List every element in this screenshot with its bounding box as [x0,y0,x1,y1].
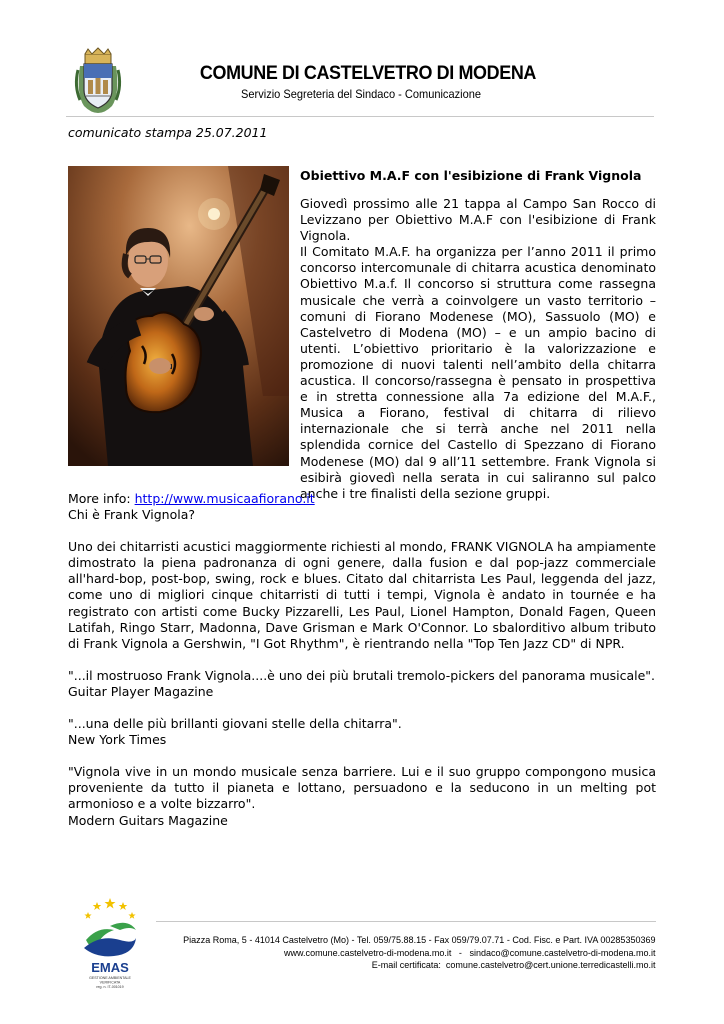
more-info-line [68,491,656,507]
more-info-link[interactable]: http://www.musicaafiorano.it [134,491,315,506]
article-paragraph-contest: Il Comitato M.A.F. ha organizza per l’anno 2011 il primo concorso intercomunale di chitarra acustica denominato Obiettivo M.a.f. Il concorso si struttura come rassegna musicale che verrà a coinvolgere un vasto territorio – comuni di Fiorano Modenese (MO), Sassuolo (MO) e Castelvetro di Modena (MO) – e un ampio bacino di utenti. L’obiettivo prioritario è la valorizzazione e promozione di nuovi talenti nell’ambito della chitarra acustica. Il concorso/rassegna è pensato in prospettiva e in stretta connessione alla 7a edizione del M.A.F., Musica a Fiorano, festival di chitarra di rilievo internazionale che si terrà anche nel 2011 nella splendida cornice del Castello di Spezzano di Fiorano Modenese (MO) dal 9 all’11 settembre. Frank Vignola si esibirà giovedì nella serata in cui saliranno sul palco anche i tre finalisti della sezione gruppi. [300,244,656,501]
quote-text: "...il mostruoso Frank Vignola....è uno dei più brutali tremolo-pickers del panorama musicale". [68,667,656,683]
article-body [300,196,656,502]
bio-heading: Chi è Frank Vignola? [68,507,195,523]
emas-sub1: GESTIONE AMBIENTALE [89,976,131,980]
footer-web-email: www.comune.castelvetro-di-modena.mo.it - sindaco@comune.castelvetro-di-modena.mo.it [284,947,656,959]
press-release-date: comunicato stampa 25.07.2011 [68,125,268,140]
quote-source: Modern Guitars Magazine [68,812,228,828]
emas-reg: reg. n. IT-001019 [96,985,124,989]
footer-divider [156,921,656,922]
footer-contact [184,935,656,973]
municipal-crest-icon [70,46,126,120]
emas-logo-icon [80,896,140,992]
footer-certified-email: E-mail certificata: comune.castelvetro@cert.unione.terredicastelli.mo.it [372,960,656,972]
guitarist-photo [68,166,289,466]
quote-text: "Vignola vive in un mondo musicale senza barriere. Lui e il suo gruppo compongono musica proveniente da tutto il pianeta e lottano, persuadono e la seducono in un melting pot armonioso e a volte bizzarro". [68,764,656,812]
bio-paragraph: Uno dei chitarristi acustici maggiormente richiesti al mondo, FRANK VIGNOLA ha ampiamente dimostrato la piena padronanza di ogni genere, dalla fusion e dal pop-jazz commerciale all'hard-bop, post-bop, swing, rock e blues. Citato dal chitarrista Les Paul, leggenda del jazz, come uno di migliori cinque chitarristi di tutti i tempi, Vignola è andato in tournée e ha registrato con artisti come Bucky Pizzarelli, Les Paul, Lionel Hampton, Donald Fagen, Queen Latifah, Ringo Starr, Madonna, Dave Grisman e Mark O'Connor. Lo sbalorditivo album tributo di Frank Vignola a Gershwin, "I Got Rhythm", è rientrando nella "Top Ten Jazz CD" di NPR. [68,539,656,651]
article-lower-section [68,491,656,829]
header-divider [66,116,654,117]
quote-text: "...una delle più brillanti giovani stelle della chitarra". [68,716,402,732]
more-info-label: More info: [68,491,135,506]
article-paragraph-intro: Giovedì prossimo alle 21 tappa al Campo San Rocco di Levizzano per Obiettivo M.A.F con l'esibizione di Frank Vignola. [300,196,656,244]
emas-sub2: VERIFICATA [99,980,121,985]
quote-source: Guitar Player Magazine [68,683,214,699]
emas-label: EMAS [91,960,129,975]
organization-title: COMUNE DI CASTELVETRO DI MODENA [199,62,536,84]
organization-subtitle: Servizio Segreteria del Sindaco - Comunicazione [241,87,481,101]
footer-address: Piazza Roma, 5 - 41014 Castelvetro (Mo) - Tel. 059/75.88.15 - Fax 059/79.07.71 - Cod. Fisc. e Part. IVA 00285350369 [183,935,656,946]
article-title: Obiettivo M.A.F con l'esibizione di Frank Vignola [300,168,642,183]
quote-source: New York Times [68,732,167,748]
